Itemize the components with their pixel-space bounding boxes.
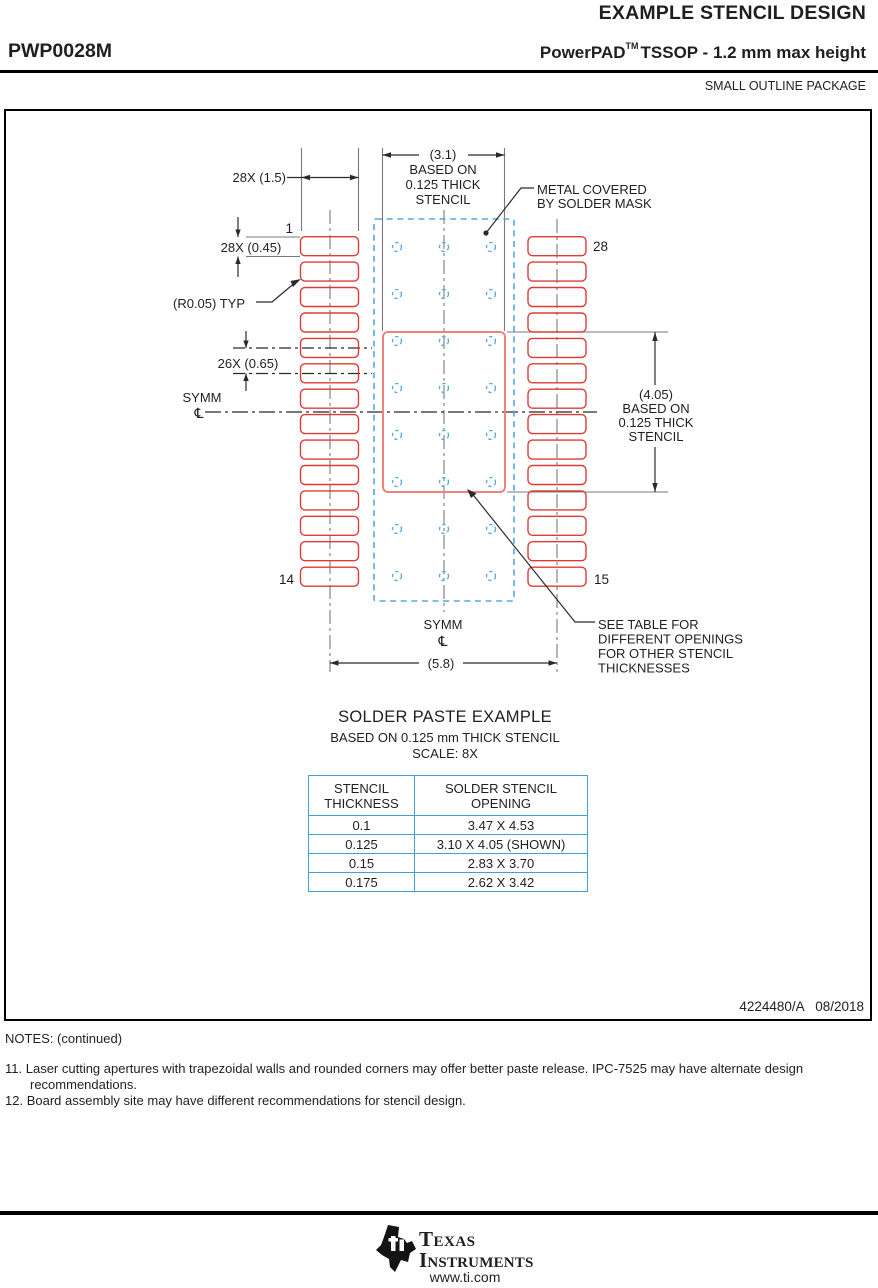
via-marker	[393, 243, 402, 252]
dim-pad-length-label: 28X (1.5)	[232, 170, 286, 185]
via-marker	[487, 478, 496, 487]
note-number: 11.	[5, 1061, 23, 1076]
radius-typ-label: (R0.05) TYP	[173, 296, 246, 311]
dim-pitch-label: 26X (0.65)	[217, 356, 279, 371]
via-marker	[487, 384, 496, 393]
caption-title: SOLDER PASTE EXAMPLE	[338, 708, 552, 726]
metal-covered-label-1: METAL COVERED	[537, 182, 647, 197]
cell-thickness: 0.125	[309, 835, 415, 854]
pin-15-label: 15	[594, 572, 610, 587]
dim-span-label: (5.8)	[427, 656, 455, 671]
cell-thickness: 0.1	[309, 816, 415, 835]
pin-1-label: 1	[285, 221, 293, 236]
symm-left-label: SYMM	[182, 390, 222, 405]
table-row	[309, 835, 588, 854]
table-row	[309, 854, 588, 873]
ti-state-logo-icon	[376, 1224, 416, 1273]
via-marker	[487, 337, 496, 346]
centerline-symbol-bottom: ℄	[438, 634, 448, 650]
dim-opening-width-note1: BASED ON	[409, 162, 477, 177]
via-marker	[487, 525, 496, 534]
cell-thickness: 0.175	[309, 873, 415, 892]
dim-opening-width-value: (3.1)	[429, 147, 457, 162]
via-marker	[487, 290, 496, 299]
part-number: PWP0028M	[8, 40, 113, 62]
ti-brand-texas: Texas	[419, 1227, 476, 1251]
drawing-caption	[230, 708, 660, 761]
see-table-note-4: THICKNESSES	[598, 660, 690, 676]
cell-opening: 2.83 X 3.70	[415, 854, 588, 873]
via-marker	[487, 431, 496, 440]
metal-covered-label-2: BY SOLDER MASK	[537, 196, 652, 211]
via-marker	[393, 384, 402, 393]
via-marker	[487, 243, 496, 252]
col-header-thickness-line2: THICKNESS	[324, 795, 399, 811]
dim-opening-height-note1: BASED ON	[622, 401, 690, 416]
extension-lines	[246, 148, 668, 672]
cell-thickness: 0.15	[309, 854, 415, 873]
note-item-11	[5, 1061, 853, 1093]
dim-opening-height-note3: STENCIL	[628, 429, 684, 444]
note-number: 12.	[5, 1093, 24, 1108]
table-header-row	[309, 776, 588, 816]
dim-pad-width-label: 28X (0.45)	[220, 240, 282, 255]
footer-divider	[0, 1211, 878, 1215]
dim-opening-height-note2: 0.125 THICK	[618, 415, 694, 430]
centerline-symbol-left: ℄	[194, 406, 204, 422]
package-type-label: SMALL OUTLINE PACKAGE	[704, 79, 866, 93]
col-header-thickness-line1: STENCIL	[334, 780, 389, 796]
notes-heading: NOTES: (continued)	[5, 1031, 123, 1046]
pin-28-label: 28	[593, 239, 609, 254]
dim-opening-height-value: (4.05)	[639, 387, 673, 402]
ti-brand-instruments: Instruments	[419, 1248, 534, 1272]
via-marker	[393, 572, 402, 581]
dimension-graphics	[232, 152, 657, 665]
via-marker	[393, 478, 402, 487]
caption-basis: BASED ON 0.125 mm THICK STENCIL	[330, 730, 560, 745]
caption-scale: SCALE: 8X	[412, 746, 478, 761]
drawing-number: 4224480/A 08/2018	[739, 999, 864, 1014]
col-header-opening	[415, 776, 588, 816]
notes-list	[5, 1061, 853, 1109]
cell-opening: 3.47 X 4.53	[415, 816, 588, 835]
col-header-opening-line1: SOLDER STENCIL	[445, 780, 557, 796]
trademark-symbol: TM	[625, 41, 639, 51]
col-header-opening-line2: OPENING	[471, 795, 531, 811]
stencil-opening-table	[308, 775, 588, 892]
cell-opening: 3.10 X 4.05 (SHOWN)	[415, 835, 588, 854]
package-height-text: TSSOP - 1.2 mm max height	[640, 43, 866, 62]
ti-website-link[interactable]: www.ti.com	[429, 1269, 501, 1285]
via-marker	[393, 337, 402, 346]
symm-bottom-label: SYMM	[423, 617, 463, 632]
via-marker	[393, 525, 402, 534]
dim-opening-width-note2: 0.125 THICK	[405, 177, 481, 192]
dim-opening-width-note3: STENCIL	[415, 192, 471, 207]
see-table-note-2: DIFFERENT OPENINGS	[598, 631, 743, 647]
page-title: EXAMPLE STENCIL DESIGN	[598, 2, 866, 24]
via-marker	[393, 431, 402, 440]
table-row	[309, 873, 588, 892]
cell-opening: 2.62 X 3.42	[415, 873, 588, 892]
brand-powerpad: PowerPAD	[539, 43, 626, 62]
col-header-thickness	[309, 776, 415, 816]
note-item-12	[5, 1093, 853, 1109]
dimension-labels	[173, 147, 743, 676]
via-marker	[487, 572, 496, 581]
pin-14-label: 14	[278, 572, 294, 587]
via-marker	[393, 290, 402, 299]
see-table-note-1: SEE TABLE FOR	[598, 617, 699, 632]
note-text: Laser cutting apertures with trapezoidal walls and rounded corners may offer better paste release. IPC-7525 may have alternate design recommendations.	[25, 1061, 804, 1092]
table-row	[309, 816, 588, 835]
note-text: Board assembly site may have different recommendations for stencil design.	[26, 1093, 466, 1108]
see-table-note-3: FOR OTHER STENCIL	[598, 646, 734, 661]
